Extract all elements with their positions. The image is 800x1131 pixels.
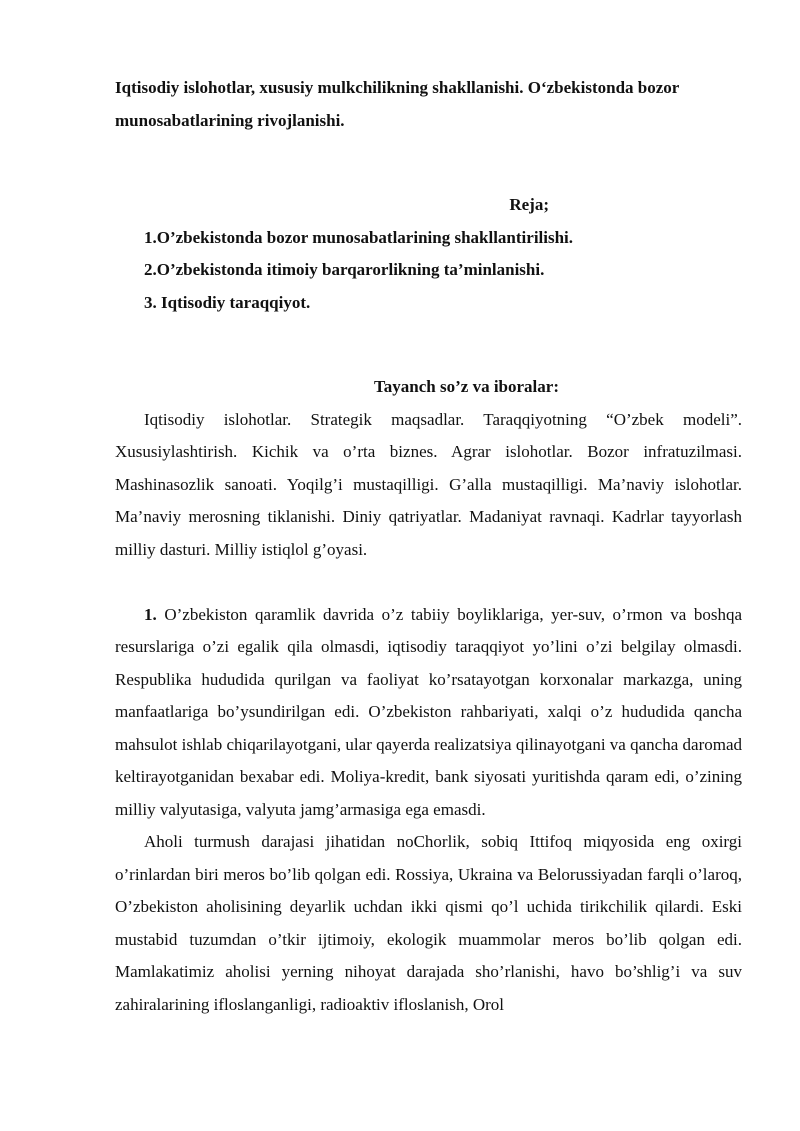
plan-list bbox=[115, 222, 742, 320]
plan-item-3: 3. Iqtisodiy taraqqiyot. bbox=[144, 292, 311, 312]
keywords-heading: Tayanch so’z va iboralar: bbox=[374, 377, 559, 396]
spacer bbox=[115, 566, 742, 599]
section1-paragraph-1 bbox=[115, 599, 742, 827]
plan-item-2: 2.O’zbekistonda itimoiy barqarorlikning ta’minlanishi. bbox=[144, 260, 545, 279]
section1-paragraph-2: Aholi turmush darajasi jihatidan noChorlik, sobiq Ittifoq miqyosida eng oxirgi o’rinlardan biri meros bo’lib qolgan edi. Rossiya, Ukraina va Belorussiyadan farqli o’laroq, O’zbekiston aholisining deyarlik uchdan ikki qismi qo’l uchida tirikchilik qilardi. Eski mustabid tuzumdan o’tkir ijtimoiy, ekologik muammolar meros bo’lib qolgan edi. Mamlakatimiz aholisi yerning nihoyat darajada sho’rlanishi, havo bo’shlig’i va suv zahiralarining ifloslanganligi, radioaktiv ifloslanish, Orol bbox=[115, 832, 742, 1014]
plan-heading: Reja; bbox=[509, 195, 549, 214]
plan-item-1: 1.O’zbekistonda bozor munosabatlarining shakllantirilishi. bbox=[144, 227, 574, 247]
keywords-paragraph: Iqtisodiy islohotlar. Strategik maqsadlar. Taraqqiyotning “O’zbek modeli”. Xususiylashtirish. Kichik va o’rta biznes. Agrar islohotlar. Bozor infratuzilmasi. Mashinasozlik sanoati. Yoqilg’i mustaqilligi. G’alla mustaqilligi. Ma’naviy islohotlar. Ma’naviy merosning tiklanishi. Diniy qatriyatlar. Madaniyat ravnaqi. Kadrlar tayyorlash milliy dasturi. Milliy istiqlol g’oyasi. bbox=[115, 409, 742, 559]
section-number: 1. bbox=[144, 604, 157, 624]
document-page bbox=[115, 72, 742, 1021]
section1-paragraph-1-text: O’zbekiston qaramlik davrida o’z tabiiy boyliklariga, yer-suv, o’rmon va boshqa resurslariga o’zi egalik qila olmasdi, iqtisodiy taraqqiyot yo’lini o’zi belgilay olmasdi. Respublika hududida qurilgan va faoliyat ko’rsatayotgan korxonalar markazga, uning manfaatlariga bo’ysundirilgan edi. O’zbekiston rahbariyati, xalqi o’z hududida qancha mahsulot ishlab chiqarilayotgani, ular qayerda realizatsiya qilinayotgani va qancha daromad keltirayotganidan bexabar edi. Moliya-kredit, bank siyosati yuritishda qaram edi, o’zining milliy valyutasiga, valyuta jamg’armasiga ega emasdi. bbox=[115, 604, 742, 819]
document-title: Iqtisodiy islohotlar, xususiy mulkchilikning shakllanishi. O‘zbekistonda bozor munosabatlarining rivojlanishi. bbox=[115, 78, 680, 130]
